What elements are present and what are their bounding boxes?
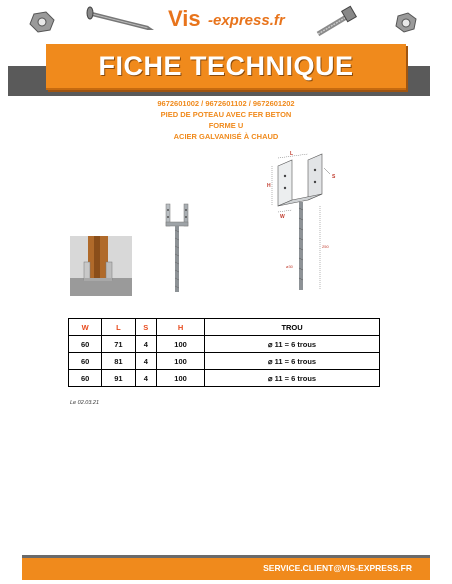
bolt-icon — [318, 6, 356, 34]
product-references: 9672601002 / 9672601102 / 9672601202 — [157, 99, 295, 108]
product-form: FORME U — [208, 121, 244, 130]
table-row — [69, 336, 380, 353]
cell-l: 81 — [102, 353, 135, 370]
dimension-label-h: H — [267, 183, 271, 189]
dimension-label-length: 250 — [322, 244, 329, 249]
cell-trou: ⌀ 11 = 6 trous — [205, 353, 380, 370]
column-header-h: H — [156, 319, 204, 336]
hex-nut-icon — [30, 12, 54, 32]
cell-h: 100 — [156, 336, 204, 353]
table-header-row — [69, 319, 380, 336]
service-email-link[interactable]: SERVICE.CLIENT@VIS-EXPRESS.FR — [263, 563, 412, 573]
specification-table — [68, 318, 380, 387]
cell-trou: ⌀ 11 = 6 trous — [205, 336, 380, 353]
cell-w: 60 — [69, 336, 102, 353]
dimension-label-w: W — [280, 214, 285, 220]
dimension-label-l: L — [290, 151, 294, 157]
column-header-trou: TROU — [205, 319, 380, 336]
screw-icon — [87, 7, 154, 30]
cell-h: 100 — [156, 353, 204, 370]
cell-s: 4 — [135, 370, 156, 387]
brand-logo[interactable] — [168, 6, 288, 42]
product-name: PIED DE POTEAU AVEC FER BETON — [160, 110, 292, 119]
dimension-label-diameter: ø30 — [286, 264, 293, 269]
dimension-label-s: S — [332, 174, 336, 180]
column-header-s: S — [135, 319, 156, 336]
column-header-w: W — [69, 319, 102, 336]
brand-name: Vis — [168, 6, 201, 31]
document-date: Le 02.03.21 — [70, 400, 100, 406]
installed-product-photo — [70, 236, 132, 296]
cell-w: 60 — [69, 353, 102, 370]
product-material: ACIER GALVANISÉ À CHAUD — [173, 132, 279, 141]
brand-suffix: -express.fr — [208, 12, 285, 29]
page-title: FICHE TECHNIQUE — [98, 51, 354, 81]
cell-s: 4 — [135, 336, 156, 353]
cell-l: 91 — [102, 370, 135, 387]
cell-l: 71 — [102, 336, 135, 353]
technical-drawing — [258, 148, 348, 296]
cell-s: 4 — [135, 353, 156, 370]
column-header-l: L — [102, 319, 135, 336]
title-banner — [46, 44, 406, 90]
table-row — [69, 353, 380, 370]
cell-w: 60 — [69, 370, 102, 387]
hex-nut-icon — [396, 13, 416, 32]
cell-trou: ⌀ 11 = 6 trous — [205, 370, 380, 387]
table-row — [69, 370, 380, 387]
product-render-image — [160, 200, 196, 295]
cell-h: 100 — [156, 370, 204, 387]
